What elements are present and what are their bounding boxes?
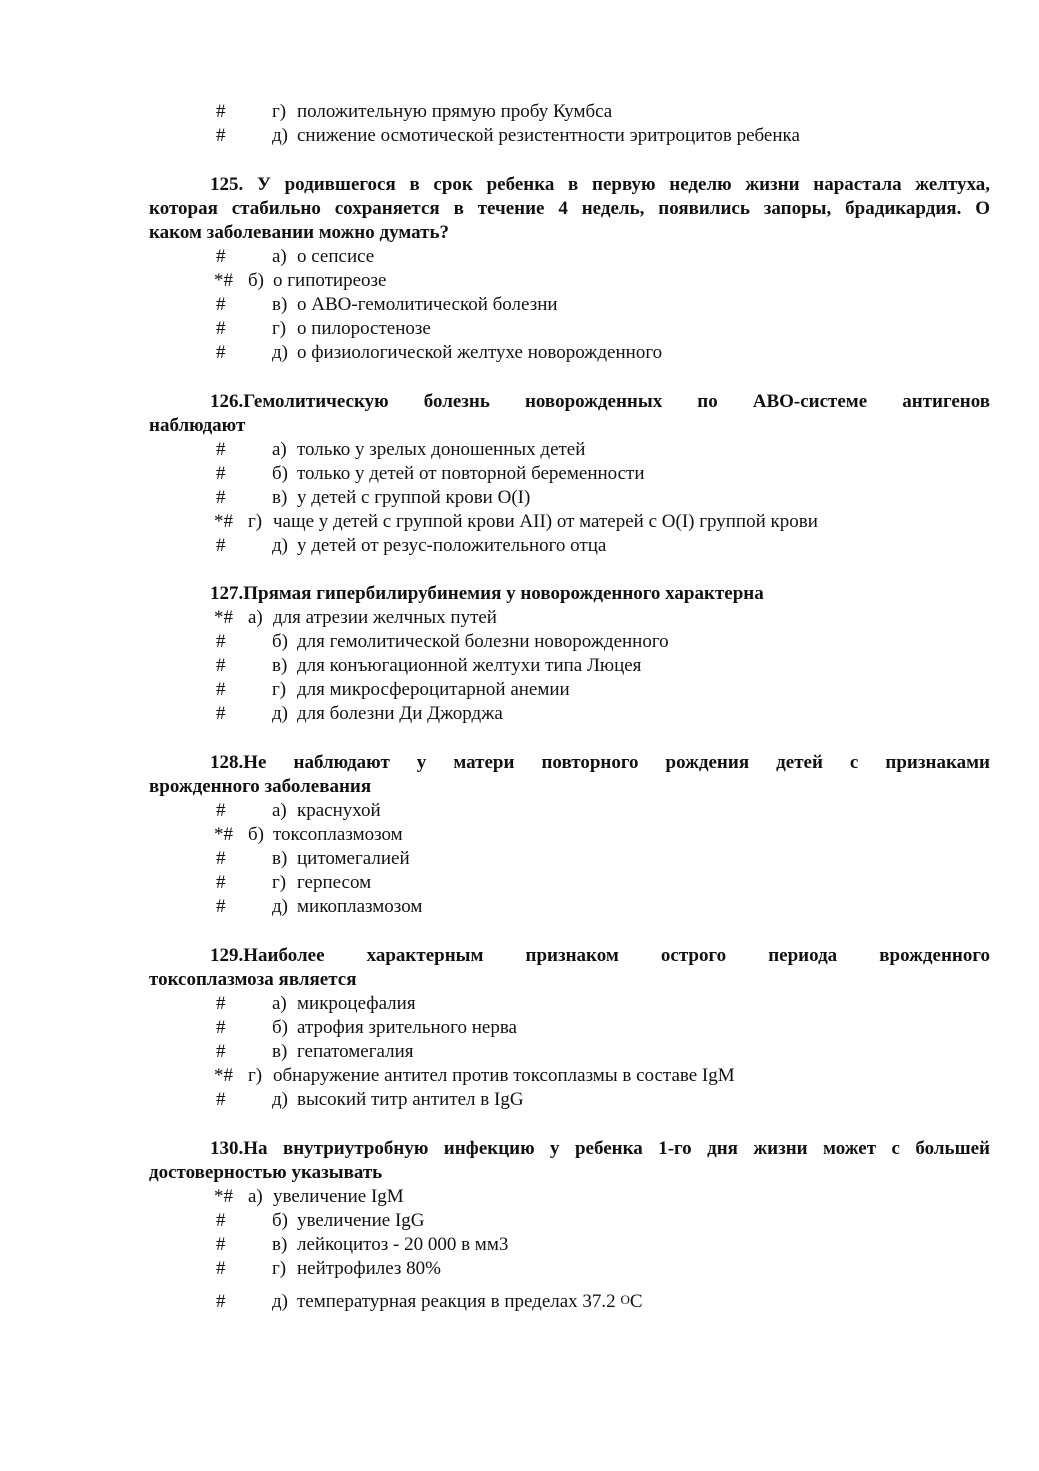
answer-letter: в) [272, 487, 288, 508]
answer-text: для атрезии желчных путей [273, 607, 497, 628]
answer-letter: д) [272, 896, 288, 917]
answer-mark: *# [214, 270, 233, 291]
question-text: 127.Прямая гипербилирубинемия у новорожденного характерна [210, 583, 764, 604]
answer-text: увеличение IgM [273, 1186, 404, 1207]
answer-text: для конъюгационной желтухи типа Люцея [297, 655, 642, 676]
answer-mark: # [216, 125, 226, 146]
answer-letter: д) [272, 1291, 288, 1312]
answer-mark: # [216, 342, 226, 363]
answer-mark: *# [214, 511, 233, 532]
answer-mark: # [216, 318, 226, 339]
answer-letter: г) [272, 101, 287, 122]
answer-text: только у детей от повторной беременности [297, 463, 645, 484]
degree-superscript: O [620, 1292, 630, 1307]
answer-letter: а) [272, 993, 287, 1014]
question-128 [149, 751, 990, 799]
answer-mark: # [216, 1089, 226, 1110]
answer-letter: д) [272, 125, 288, 146]
answer-text: цитомегалией [297, 848, 410, 869]
answer-mark: # [216, 535, 226, 556]
answer-text: герпесом [297, 872, 372, 893]
answer-mark: # [216, 1017, 226, 1038]
answer-mark: # [216, 848, 226, 869]
answer-letter: д) [272, 1089, 288, 1110]
answer-text: микроцефалия [297, 993, 416, 1014]
answer-text: обнаружение антител против токсоплазмы в составе IgM [273, 1065, 735, 1086]
question-text: 130.На внутриутробную инфекцию у ребенка 1-го дня жизни может с большей [210, 1138, 990, 1159]
answer-mark: # [216, 101, 226, 122]
answer-letter: в) [272, 848, 288, 869]
answer-letter: б) [272, 631, 288, 652]
answer-letter: в) [272, 655, 288, 676]
answer-text: температурная реакция в пределах 37.2 $^O$C [297, 1291, 643, 1312]
answer-letter: д) [272, 342, 288, 363]
question-text: врожденного заболевания [149, 776, 372, 797]
question-126 [149, 390, 990, 438]
answer-mark: # [216, 703, 226, 724]
question-text: токсоплазмоза является [149, 969, 357, 990]
answer-text: краснухой [297, 800, 381, 821]
answer-mark: *# [214, 607, 233, 628]
answer-mark: *# [214, 1065, 233, 1086]
answer-text: положительную прямую пробу Кумбса [297, 101, 613, 122]
answer-text: только у зрелых доношенных детей [297, 439, 586, 460]
answer-text: о пилоростенозе [297, 318, 431, 339]
answer-text: увеличение IgG [297, 1210, 425, 1231]
question-text: 128.Не наблюдают у матери повторного рождения детей с признаками [210, 752, 990, 773]
answer-text: нейтрофилез 80% [297, 1258, 442, 1279]
answer-text: у детей с группой крови O(I) [297, 487, 531, 508]
answer-mark: # [216, 487, 226, 508]
answer-mark: # [216, 1041, 226, 1062]
answer-text: о физиологической желтухе новорожденного [297, 342, 663, 363]
answer-letter: б) [248, 270, 264, 291]
answer-mark: # [216, 679, 226, 700]
answer-letter: д) [272, 535, 288, 556]
answer-mark: # [216, 872, 226, 893]
answer-text: у детей от резус-положительного отца [297, 535, 607, 556]
answer-mark: # [216, 896, 226, 917]
answer-text: чаще у детей с группой крови AII) от матерей с O(I) группой крови [273, 511, 818, 532]
question-127 [149, 582, 990, 606]
answer-letter: г) [272, 318, 287, 339]
answer-text: о сепсисе [297, 246, 375, 267]
answer-text: о гипотиреозе [273, 270, 387, 291]
answer-mark: # [216, 655, 226, 676]
answer-text: снижение осмотической резистентности эритроцитов ребенка [297, 125, 800, 146]
answer-mark: *# [214, 824, 233, 845]
answer-letter: г) [248, 1065, 263, 1086]
answer-text: для микросфероцитарной анемии [297, 679, 570, 700]
answer-mark: # [216, 294, 226, 315]
answer-letter: в) [272, 1041, 288, 1062]
answer-text: для болезни Ди Джорджа [297, 703, 503, 724]
question-129 [149, 944, 990, 992]
question-text: 126.Гемолитическую болезнь новорожденных по АВО-системе антигенов [210, 391, 990, 412]
question-text: наблюдают [149, 415, 246, 436]
answer-letter: г) [272, 1258, 287, 1279]
answer-letter: а) [248, 607, 263, 628]
answer-mark: # [216, 439, 226, 460]
answer-letter: а) [272, 800, 287, 821]
answer-text: лейкоцитоз - 20 000 в мм3 [297, 1234, 509, 1255]
question-text: достоверностью указывать [149, 1162, 383, 1183]
answer-mark: # [216, 1210, 226, 1231]
answer-mark: # [216, 1234, 226, 1255]
answer-mark: # [216, 993, 226, 1014]
question-text: которая стабильно сохраняется в течение 4 недель, появились запоры, брадикардия. О [149, 198, 990, 219]
answer-mark: # [216, 800, 226, 821]
answer-letter: г) [248, 511, 263, 532]
answer-letter: д) [272, 703, 288, 724]
answer-text: высокий титр антител в IgG [297, 1089, 524, 1110]
answer-letter: б) [272, 1210, 288, 1231]
answer-text: атрофия зрительного нерва [297, 1017, 517, 1038]
answer-mark: # [216, 463, 226, 484]
question-125 [149, 173, 990, 245]
answer-letter: в) [272, 1234, 288, 1255]
answer-text: гепатомегалия [297, 1041, 414, 1062]
answer-text: для гемолитической болезни новорожденного [297, 631, 669, 652]
question-text: 125. У родившегося в срок ребенка в первую неделю жизни нарастала желтуха, [210, 174, 990, 195]
question-130 [149, 1137, 990, 1185]
answer-letter: в) [272, 294, 288, 315]
answer-letter: а) [272, 246, 287, 267]
question-text: 129.Наиболее характерным признаком острого периода врожденного [210, 945, 990, 966]
answer-letter: б) [272, 1017, 288, 1038]
answer-letter: г) [272, 679, 287, 700]
answer-mark: # [216, 1258, 226, 1279]
question-number: 125. [210, 174, 244, 195]
answer-text: токсоплазмозом [273, 824, 403, 845]
question-text: каком заболевании можно думать? [149, 222, 450, 243]
answer-mark: # [216, 1291, 226, 1312]
answer-letter: г) [272, 872, 287, 893]
answer-letter: б) [248, 824, 264, 845]
answer-mark: *# [214, 1186, 233, 1207]
answer-mark: # [216, 631, 226, 652]
answer-letter: а) [248, 1186, 263, 1207]
answer-text: микоплазмозом [297, 896, 423, 917]
answer-mark: # [216, 246, 226, 267]
answer-letter: б) [272, 463, 288, 484]
answer-text: о АВО-гемолитической болезни [297, 294, 558, 315]
answer-letter: а) [272, 439, 287, 460]
